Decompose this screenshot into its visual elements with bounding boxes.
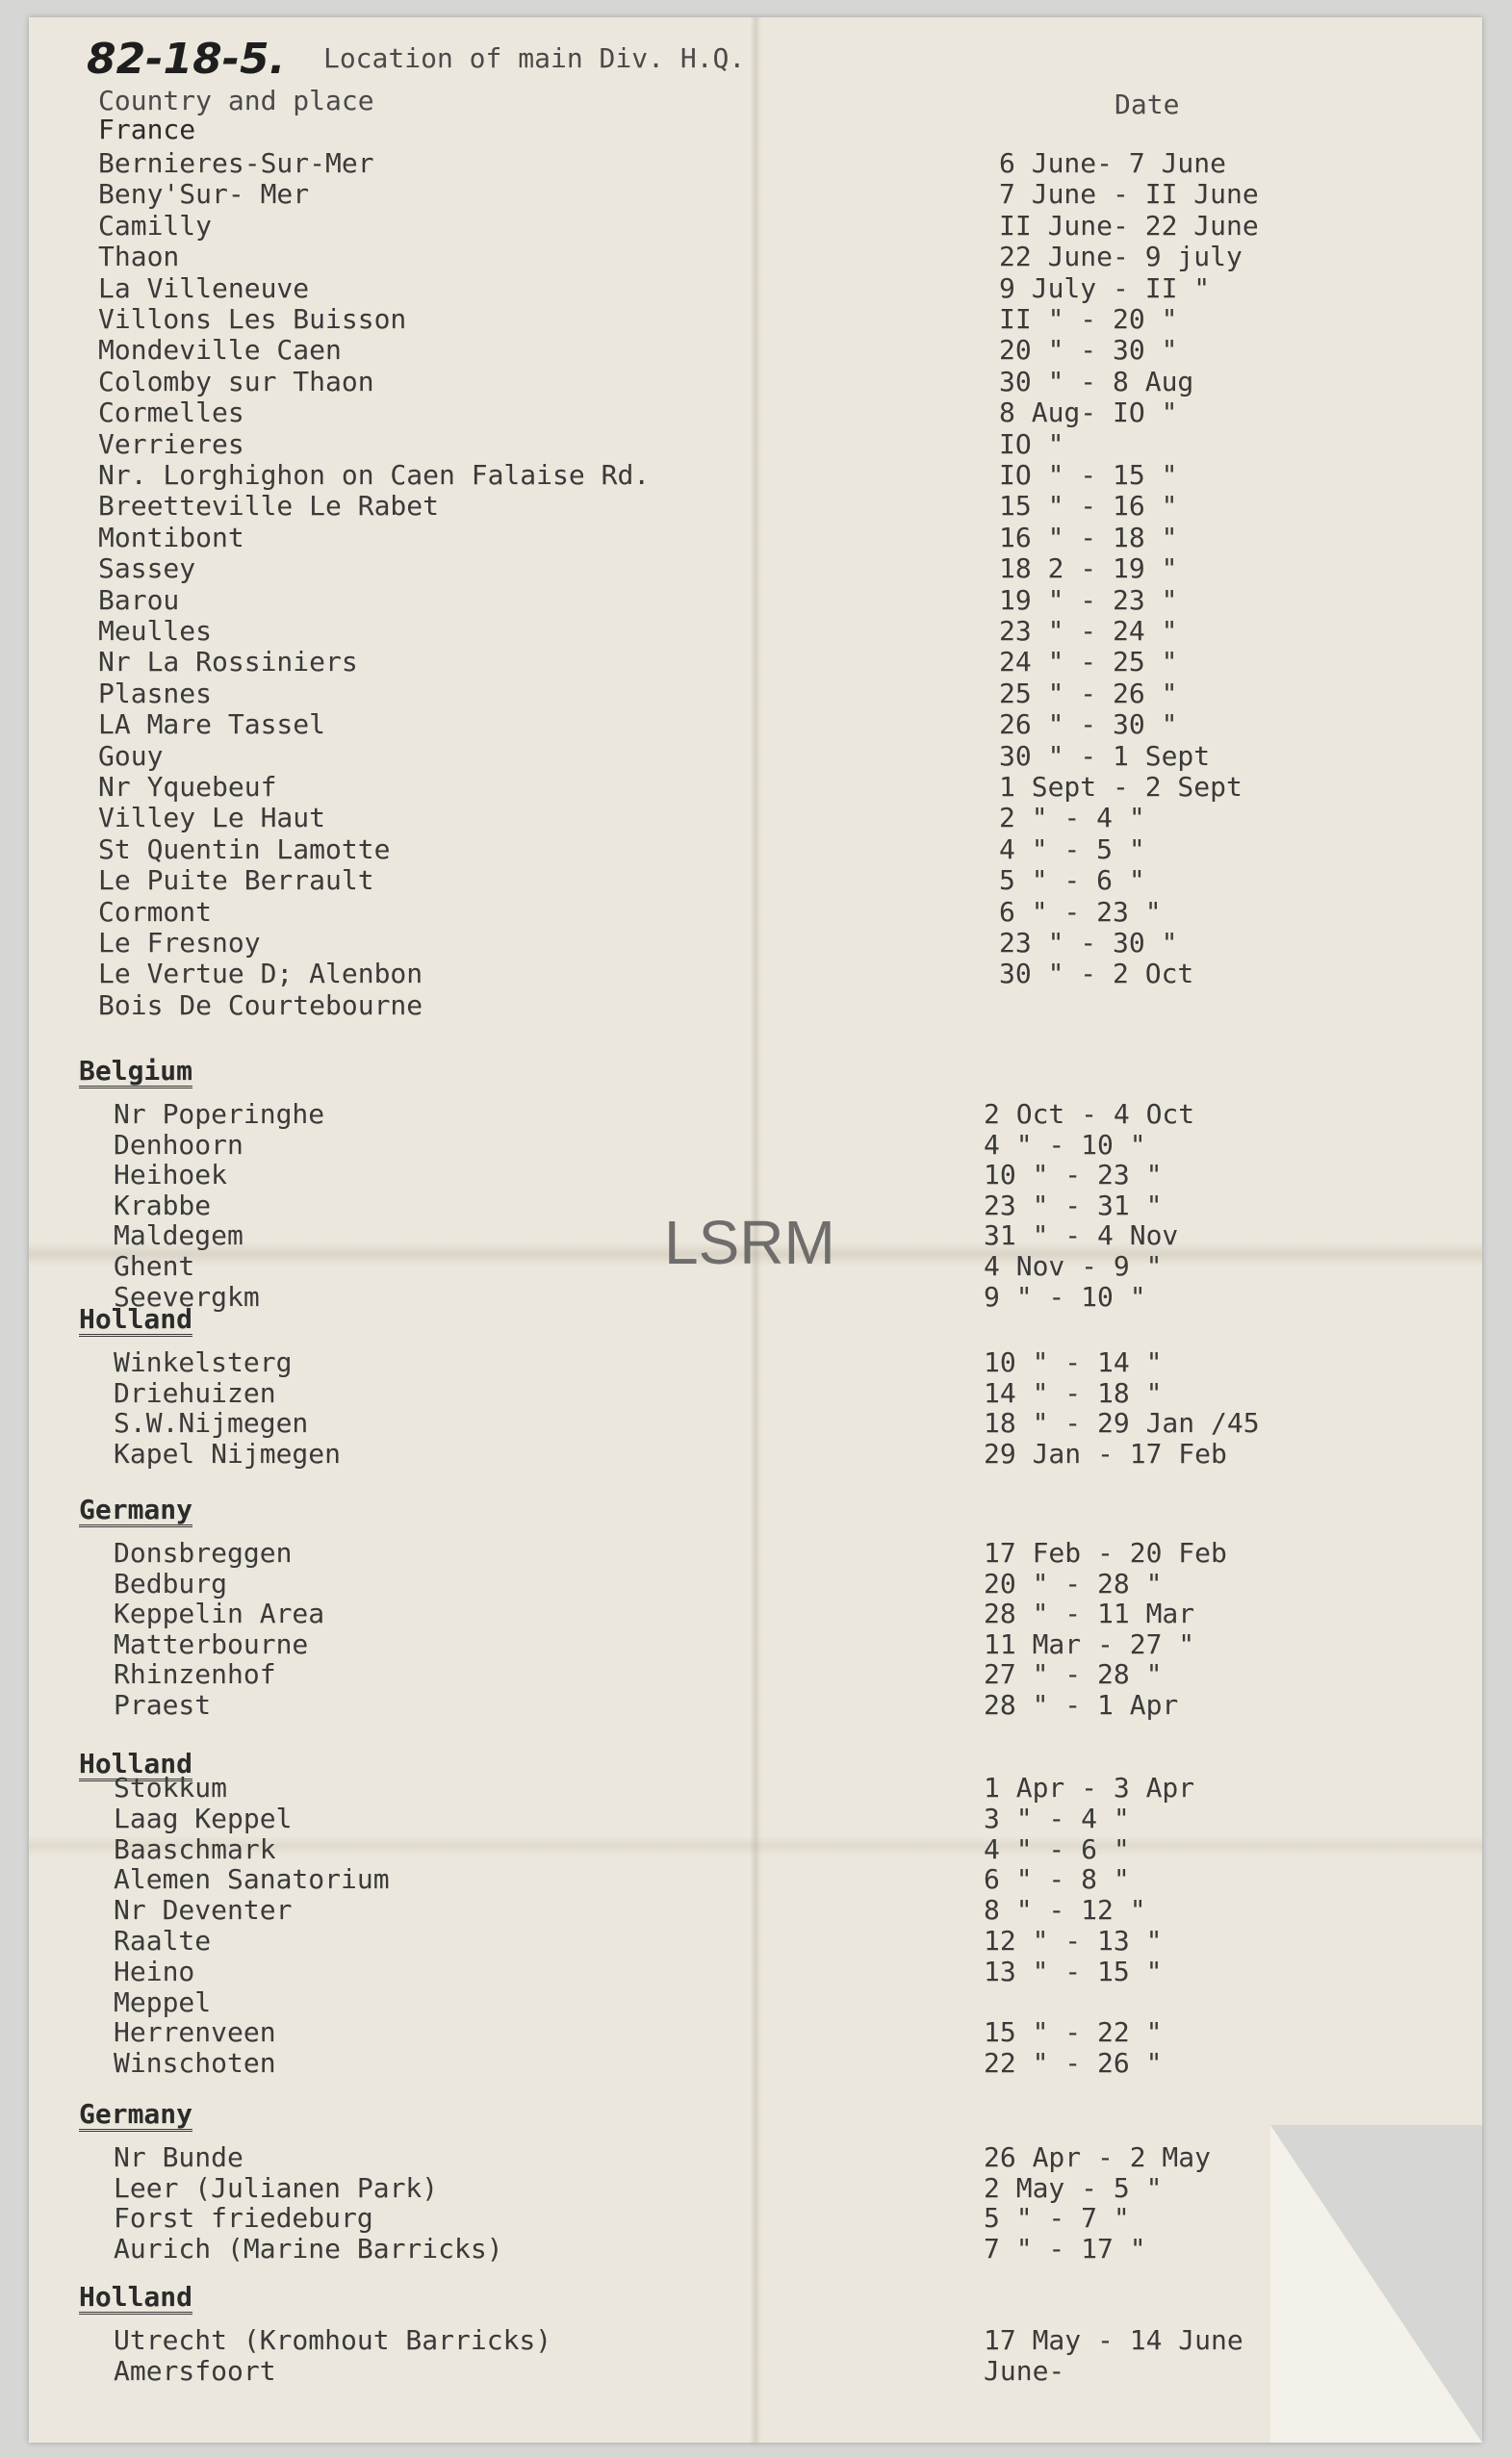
- location-row: [29, 1773, 1482, 1804]
- date-range: 13 " - 15 ": [984, 1955, 1163, 1987]
- date-range: 9 July - II ": [999, 271, 1211, 304]
- place-name: Heihoek: [114, 1159, 228, 1191]
- date-range: 6 June- 7 June: [999, 147, 1227, 179]
- location-row: [29, 335, 1482, 366]
- date-range: 24 " - 25 ": [999, 646, 1178, 679]
- place-name: Keppelin Area: [114, 1598, 325, 1630]
- place-name: Matterbourne: [114, 1627, 309, 1660]
- place-name: Raalte: [114, 1925, 212, 1957]
- location-row: [29, 1599, 1482, 1629]
- place-name: Meulles: [98, 615, 213, 647]
- location-row: [29, 523, 1482, 553]
- location-row: [29, 709, 1482, 740]
- place-name: Barou: [98, 583, 180, 616]
- date-range: 23 " - 30 ": [999, 927, 1178, 959]
- date-range: 18 2 - 19 ": [999, 552, 1178, 585]
- column-header-place: Country and place: [98, 85, 374, 116]
- date-range: 14 " - 18 ": [984, 1376, 1163, 1409]
- location-row: [29, 741, 1482, 772]
- column-header-date: Date: [1115, 89, 1180, 120]
- country-heading: Germany: [79, 2098, 193, 2130]
- location-row: [29, 679, 1482, 709]
- place-name: Le Fresnoy: [98, 927, 261, 959]
- date-range: 16 " - 18 ": [999, 521, 1178, 553]
- location-row: [29, 1895, 1482, 1926]
- date-range: 30 " - 8 Aug: [999, 365, 1194, 397]
- location-row: [29, 148, 1482, 179]
- date-range: 4 " - 5 ": [999, 832, 1145, 865]
- location-row: [29, 304, 1482, 335]
- place-name: Bois De Courtebourne: [98, 988, 423, 1021]
- date-range: 30 " - 2 Oct: [999, 958, 1194, 990]
- place-name: Le Vertue D; Alenbon: [98, 958, 423, 990]
- date-range: 26 Apr - 2 May: [984, 2141, 1212, 2173]
- date-range: 2 May - 5 ": [984, 2171, 1163, 2204]
- place-name: Meppel: [114, 1985, 212, 2018]
- date-range: 4 " - 6 ": [984, 1832, 1130, 1865]
- country-heading: Holland: [79, 2281, 193, 2313]
- date-range: 17 Feb - 20 Feb: [984, 1537, 1227, 1569]
- location-row: [29, 179, 1482, 210]
- location-row: [29, 1439, 1482, 1470]
- date-range: June-: [984, 2355, 1065, 2387]
- place-name: Montibont: [98, 521, 244, 553]
- place-name: Bernieres-Sur-Mer: [98, 147, 374, 179]
- place-name: Villey Le Haut: [98, 802, 326, 834]
- place-name: Kapel Nijmegen: [114, 1437, 342, 1470]
- date-range: 20 " - 30 ": [999, 334, 1178, 367]
- date-range: 25 " - 26 ": [999, 677, 1178, 709]
- location-row: [29, 1629, 1482, 1660]
- place-name: Thaon: [98, 241, 180, 273]
- location-row: [29, 1804, 1482, 1834]
- place-name: Heino: [114, 1955, 195, 1987]
- place-name: Nr Bunde: [114, 2141, 243, 2173]
- place-name: Le Puite Berrault: [98, 864, 374, 897]
- watermark-label: LSRM: [664, 1208, 835, 1277]
- place-name: S.W.Nijmegen: [114, 1407, 309, 1440]
- country-heading: Belgium: [79, 1055, 193, 1087]
- place-name: Beny'Sur- Mer: [98, 178, 310, 211]
- date-range: 12 " - 13 ": [984, 1925, 1163, 1957]
- place-name: Driehuizen: [114, 1376, 276, 1409]
- handwritten-reference-number: 82-18-5.: [87, 35, 286, 84]
- location-row: [29, 211, 1482, 242]
- folded-corner: [1270, 2125, 1482, 2443]
- location-row: [29, 1864, 1482, 1895]
- date-range: 2 " - 4 ": [999, 802, 1145, 834]
- place-name: Rhinzenhof: [114, 1658, 276, 1691]
- date-range: 18 " - 29 Jan /45: [984, 1407, 1260, 1440]
- location-row: [29, 2017, 1482, 2048]
- location-row: [29, 273, 1482, 304]
- document-title: Location of main Div. H.Q.: [322, 42, 746, 74]
- location-row: [29, 2356, 1482, 2387]
- date-range: 9 " - 10 ": [984, 1280, 1146, 1313]
- date-range: 28 " - 1 Apr: [984, 1689, 1179, 1721]
- location-row: [29, 1957, 1482, 1987]
- document-header: [87, 35, 745, 83]
- date-range: IO " - 15 ": [999, 459, 1178, 491]
- date-range: 26 " - 30 ": [999, 708, 1178, 741]
- date-range: 20 " - 28 ": [984, 1567, 1163, 1600]
- place-name: Verrieres: [98, 427, 244, 460]
- place-name: Plasnes: [98, 677, 213, 709]
- place-name: Winschoten: [114, 2047, 276, 2080]
- date-range: 23 " - 24 ": [999, 615, 1178, 647]
- date-range: 31 " - 4 Nov: [984, 1219, 1179, 1252]
- date-range: 3 " - 4 ": [984, 1802, 1130, 1834]
- place-name: Denhoorn: [114, 1128, 243, 1161]
- date-range: 10 " - 23 ": [984, 1159, 1163, 1191]
- location-row: [29, 585, 1482, 616]
- location-row: [29, 897, 1482, 928]
- location-row: [29, 1834, 1482, 1865]
- location-row: [29, 491, 1482, 522]
- location-row: [29, 553, 1482, 584]
- location-row: [29, 616, 1482, 647]
- location-row: [29, 865, 1482, 896]
- place-name: Bedburg: [114, 1567, 228, 1600]
- place-name: Camilly: [98, 209, 213, 242]
- location-row: [29, 1408, 1482, 1439]
- location-row: [29, 834, 1482, 865]
- location-row: [29, 2142, 1482, 2173]
- place-name: Gouy: [98, 739, 164, 772]
- place-name: LA Mare Tassel: [98, 708, 326, 741]
- date-range: 27 " - 28 ": [984, 1658, 1163, 1691]
- place-name: Krabbe: [114, 1189, 212, 1221]
- date-range: II June- 22 June: [999, 209, 1259, 242]
- location-row: [29, 460, 1482, 491]
- place-name: Nr. Lorghighon on Caen Falaise Rd.: [98, 459, 651, 491]
- date-range: IO ": [999, 427, 1064, 460]
- location-row: [29, 367, 1482, 397]
- place-name: Cormont: [98, 895, 213, 928]
- location-row: [29, 1690, 1482, 1721]
- location-row: [29, 803, 1482, 833]
- date-range: 5 " - 7 ": [984, 2202, 1130, 2235]
- date-range: 23 " - 31 ": [984, 1189, 1163, 1221]
- country-heading: Germany: [79, 1494, 193, 1525]
- location-row: [29, 990, 1482, 1021]
- location-row: [29, 1130, 1482, 1161]
- place-name: Maldegem: [114, 1219, 243, 1252]
- date-range: 22 June- 9 july: [999, 241, 1243, 273]
- place-name: Mondeville Caen: [98, 334, 342, 367]
- location-row: [29, 1659, 1482, 1690]
- place-name: Baaschmark: [114, 1832, 276, 1865]
- date-range: 7 June - II June: [999, 178, 1259, 211]
- place-name: Donsbreggen: [114, 1537, 293, 1569]
- place-name: Ghent: [114, 1250, 195, 1282]
- location-row: [29, 1347, 1482, 1378]
- place-name: Breetteville Le Rabet: [98, 490, 440, 523]
- date-range: 7 " - 17 ": [984, 2232, 1146, 2265]
- location-row: [29, 2325, 1482, 2356]
- place-name: Cormelles: [98, 397, 244, 429]
- place-name: Laag Keppel: [114, 1802, 293, 1834]
- place-name: Leer (Julianen Park): [114, 2171, 439, 2204]
- location-row: [29, 647, 1482, 678]
- location-row: [29, 772, 1482, 803]
- location-row: [29, 429, 1482, 460]
- country-heading: France: [98, 114, 196, 145]
- place-name: Alemen Sanatorium: [114, 1863, 390, 1896]
- location-row: [29, 2173, 1482, 2204]
- place-name: Praest: [114, 1689, 212, 1721]
- place-name: Villons Les Buisson: [98, 303, 407, 335]
- place-name: Seevergkm: [114, 1280, 260, 1313]
- place-name: Forst friedeburg: [114, 2202, 373, 2235]
- date-range: 5 " - 6 ": [999, 864, 1145, 897]
- location-row: [29, 1569, 1482, 1600]
- location-row: [29, 928, 1482, 959]
- typed-document-page: [29, 17, 1482, 2443]
- date-range: 19 " - 23 ": [999, 583, 1178, 616]
- location-row: [29, 2234, 1482, 2265]
- location-row: [29, 1282, 1482, 1313]
- place-name: Herrenveen: [114, 2016, 276, 2049]
- location-row: [29, 397, 1482, 428]
- place-name: Nr Yquebeuf: [98, 771, 277, 803]
- date-range: II " - 20 ": [999, 303, 1178, 335]
- location-row: [29, 2048, 1482, 2079]
- location-row: [29, 1987, 1482, 2018]
- place-name: Stokkum: [114, 1772, 228, 1804]
- location-row: [29, 242, 1482, 272]
- place-name: Amersfoort: [114, 2355, 276, 2387]
- date-range: 4 " - 10 ": [984, 1128, 1146, 1161]
- date-range: 11 Mar - 27 ": [984, 1627, 1195, 1660]
- date-range: 15 " - 22 ": [984, 2016, 1163, 2049]
- place-name: Nr Poperinghe: [114, 1098, 325, 1130]
- place-name: Aurich (Marine Barricks): [114, 2232, 503, 2265]
- place-name: Colomby sur Thaon: [98, 365, 374, 397]
- date-range: 1 Sept - 2 Sept: [999, 771, 1243, 803]
- date-range: 6 " - 8 ": [984, 1863, 1130, 1896]
- date-range: 30 " - 1 Sept: [999, 739, 1211, 772]
- location-row: [29, 1378, 1482, 1409]
- place-name: Utrecht (Kromhout Barricks): [114, 2324, 552, 2356]
- location-row: [29, 1099, 1482, 1130]
- place-name: St Quentin Lamotte: [98, 832, 391, 865]
- date-range: 15 " - 16 ": [999, 490, 1178, 523]
- date-range: 22 " - 26 ": [984, 2047, 1163, 2080]
- place-name: Sassey: [98, 552, 196, 585]
- location-row: [29, 1160, 1482, 1191]
- date-range: 1 Apr - 3 Apr: [984, 1772, 1195, 1804]
- date-range: 8 " - 12 ": [984, 1894, 1146, 1927]
- location-row: [29, 959, 1482, 989]
- country-heading: Holland: [79, 1303, 193, 1335]
- date-range: 4 Nov - 9 ": [984, 1250, 1163, 1282]
- date-range: 28 " - 11 Mar: [984, 1598, 1195, 1630]
- place-name: Nr Deventer: [114, 1894, 293, 1927]
- place-name: Winkelsterg: [114, 1346, 293, 1378]
- place-name: La Villeneuve: [98, 271, 310, 304]
- date-range: 29 Jan - 17 Feb: [984, 1437, 1227, 1470]
- date-range: 6 " - 23 ": [999, 895, 1162, 928]
- location-row: [29, 1926, 1482, 1957]
- location-row: [29, 1538, 1482, 1569]
- date-range: 17 May - 14 June: [984, 2324, 1243, 2356]
- date-range: 10 " - 14 ": [984, 1346, 1163, 1378]
- country-heading: Holland: [79, 1748, 193, 1779]
- date-range: 8 Aug- IO ": [999, 397, 1178, 429]
- place-name: Nr La Rossiniers: [98, 646, 358, 679]
- date-range: 2 Oct - 4 Oct: [984, 1098, 1195, 1130]
- location-row: [29, 2203, 1482, 2234]
